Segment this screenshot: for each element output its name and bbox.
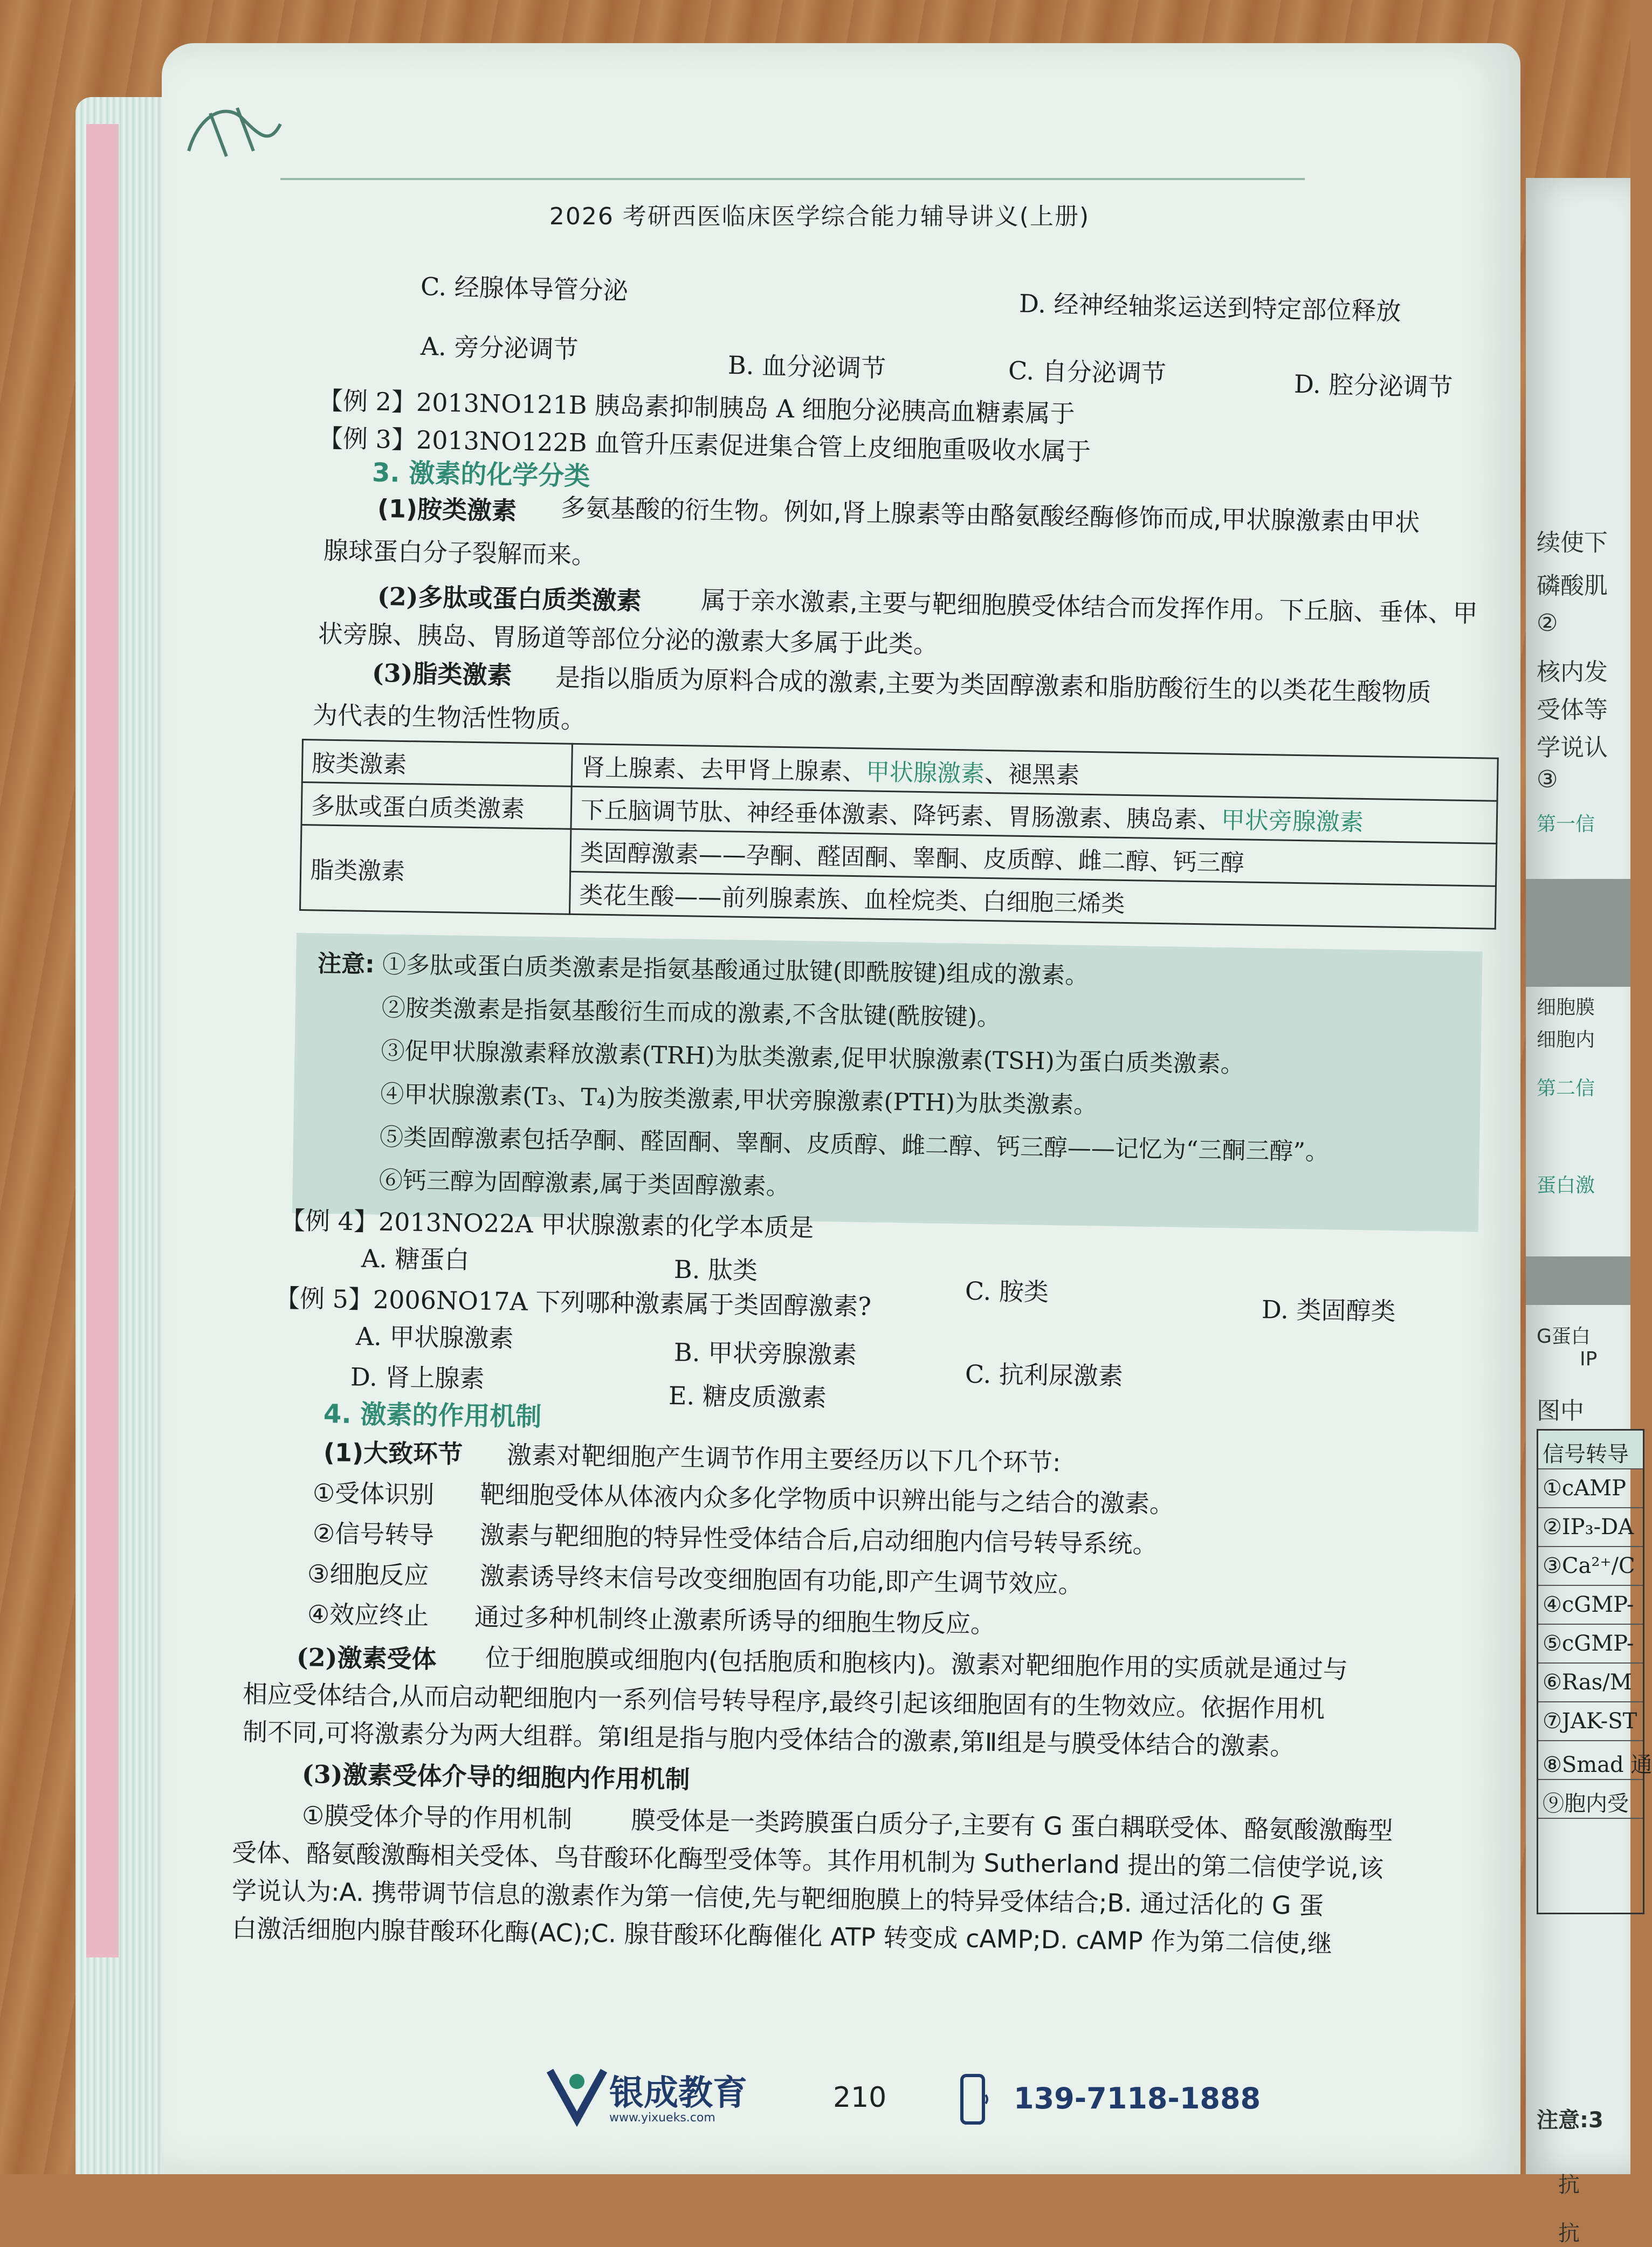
hormone-classification-table [299, 739, 1499, 930]
table-value-text: 肾上腺素、去甲肾上腺素、 [581, 754, 866, 786]
table-highlight-text: 甲状旁腺激素 [1221, 806, 1364, 836]
option-d-top: D. 经神经轴浆运送到特定部位释放 [1018, 288, 1401, 326]
lipid-text-1: 是指以脂质为原料合成的激素,主要为类固醇激素和脂肪酸衍生的以类花生酸物质 [555, 662, 1431, 707]
right-page-line: 受体等 [1537, 696, 1608, 724]
general-text: 激素对靶细胞产生调节作用主要经历以下几个环节: [506, 1440, 1061, 1478]
step-4-text: 通过多种机制终止激素所诱导的细胞生物反应。 [474, 1602, 996, 1639]
option-a: A. 旁分泌调节 [420, 331, 579, 365]
step-1-text: 靶细胞受体从体液内众多化学物质中识辨出能与之结合的激素。 [479, 1480, 1175, 1518]
right-page-line: 细胞膜 [1537, 997, 1595, 1019]
option-c-top: C. 经腺体导管分泌 [420, 271, 629, 306]
mediated-heading: (3)激素受体介导的细胞内作用机制 [301, 1759, 690, 1795]
membrane-heading: ①膜受体介导的作用机制 [301, 1801, 573, 1834]
step-4-heading: ④效应终止 [307, 1599, 429, 1631]
example-4-option: D. 类固醇类 [1261, 1295, 1396, 1326]
right-page-line: 磷酸肌 [1537, 572, 1608, 600]
step-2-text: 激素与靶细胞的特异性受体结合后,启动细胞内信号转导系统。 [479, 1520, 1158, 1559]
note-item: ①多肽或蛋白质类激素是指氨基酸通过肽键(即酰胺键)组成的激素。 [382, 951, 1089, 990]
right-page-line: 细胞内 [1537, 1029, 1595, 1051]
page-number: 210 [833, 2081, 887, 2114]
membrane-text-3: 学说认为:A. 携带调节信息的激素作为第一信使,先与靶细胞膜上的特异受体结合;B. 通过活化的 G 蛋 [231, 1875, 1324, 1921]
right-table-row: ⑤cGMP- [1538, 1625, 1643, 1664]
note-item: ④甲状腺激素(T₃、T₄)为胺类激素,甲状旁腺激素(PTH)为肽类激素。 [380, 1080, 1098, 1119]
right-page-line: IP [1580, 1348, 1598, 1370]
note-item: ②胺类激素是指氨基酸衍生而成的激素,不含肽键(酰胺键)。 [381, 994, 1001, 1032]
page-header-title: 2026 考研西医临床医学综合能力辅导讲义(上册) [549, 203, 1090, 230]
right-page-diagram [1526, 879, 1630, 987]
right-page-line: 图中 [1537, 1397, 1584, 1425]
option-d: D. 腔分泌调节 [1293, 369, 1454, 402]
example-4-option: B. 肽类 [673, 1254, 758, 1286]
note-item: ⑥钙三醇为固醇激素,属于类固醇激素。 [378, 1166, 790, 1201]
publisher-brand: 银成教育 [609, 2073, 747, 2113]
peptide-text-1: 属于亲水激素,主要与靶细胞膜受体结合而发挥作用。下丘脑、垂体、甲 [700, 585, 1478, 628]
step-2-heading: ②信号转导 [312, 1518, 435, 1550]
example-5-option: E. 糖皮质激素 [668, 1380, 827, 1413]
right-page-line: 蛋白激 [1537, 1174, 1595, 1197]
example-5-option: B. 甲状旁腺激素 [673, 1337, 857, 1370]
right-table-row: ⑧Smad 通 [1538, 1741, 1643, 1780]
note-item: ③促甲状腺激素释放激素(TRH)为肽类激素,促甲状腺激素(TSH)为蛋白质类激素。 [381, 1037, 1245, 1078]
right-table-row: ②IP₃-DA [1538, 1508, 1643, 1547]
note-item: ⑤类固醇激素包括孕酮、醛固酮、睾酮、皮质醇、雌二醇、钙三醇——记忆为“三酮三醇”。 [379, 1123, 1330, 1166]
book-spine-strip [86, 124, 119, 1957]
header-rule [280, 178, 1305, 180]
peptide-heading: (2)多肽或蛋白质类激素 [377, 581, 642, 616]
amine-text-2: 腺球蛋白分子裂解而来。 [323, 535, 597, 570]
right-page [1526, 178, 1652, 2246]
right-table-row: ④cGMP- [1538, 1586, 1643, 1625]
right-page-line: 续使下 [1537, 529, 1608, 556]
right-page-line: G蛋白 [1537, 1325, 1591, 1348]
publisher-logo-icon [545, 2065, 609, 2125]
example-4-option: C. 胺类 [965, 1276, 1049, 1307]
table-category-cell: 多肽或蛋白质类激素 [301, 782, 572, 829]
example-4: 【例 4】2013NO22A 甲状腺激素的化学本质是 [280, 1206, 814, 1242]
section-4-title: 4. 激素的作用机制 [323, 1399, 542, 1432]
right-table-row: ⑨胞内受 [1538, 1780, 1643, 1819]
example-5: 【例 5】2006NO17A 下列哪种激素属于类固醇激素? [274, 1283, 872, 1321]
option-b: B. 血分泌调节 [727, 350, 886, 383]
publisher-url: www.yixueks.com [609, 2111, 715, 2125]
amine-heading: (1)胺类激素 [377, 493, 517, 526]
step-1-heading: ①受体识别 [312, 1478, 435, 1509]
header-logo-icon [178, 92, 286, 173]
example-3: 【例 3】2013NO122B 血管升压素促进集合管上皮细胞重吸收水属于 [318, 423, 1091, 466]
membrane-text-2: 受体、酪氨酸激酶相关受体、鸟苷酸环化酶型受体等。其作用机制为 Sutherland 提出的第二信使学说,该 [231, 1838, 1384, 1883]
general-heading: (1)大致环节 [323, 1438, 463, 1469]
right-table-row: ①cAMP [1538, 1469, 1643, 1508]
example-2: 【例 2】2013NO121B 胰岛素抑制胰岛 A 细胞分泌胰高血糖素属于 [318, 386, 1075, 429]
membrane-text-4: 白激活细胞内腺苷酸环化酶(AC);C. 腺苷酸环化酶催化 ATP 转变成 cAMP;D. cAMP 作为第二信使,继 [231, 1913, 1333, 1959]
right-page-line: 抗 [1558, 2221, 1580, 2246]
example-5-option: D. 肾上腺素 [350, 1362, 485, 1393]
receptor-heading: (2)激素受体 [296, 1643, 437, 1674]
step-3-heading: ③细胞反应 [307, 1559, 429, 1590]
right-page-line: 核内发 [1537, 658, 1608, 686]
right-page-line: ③ [1537, 766, 1558, 793]
right-table-row: ③Ca²⁺/C [1538, 1547, 1643, 1586]
table-category-cell: 脂类激素 [300, 825, 571, 915]
receptor-text-3: 制不同,可将激素分为两大组群。第Ⅰ组是指与胞内受体结合的激素,第Ⅱ组是与膜受体结合的激素。 [242, 1717, 1295, 1761]
example-4-option: A. 糖蛋白 [361, 1243, 470, 1275]
example-5-option: C. 抗利尿激素 [965, 1359, 1124, 1391]
right-table-row: 信号转导 [1538, 1431, 1643, 1469]
right-page-line: 抗 [1558, 2173, 1580, 2197]
right-table-row: ⑥Ras/M [1538, 1664, 1643, 1702]
right-page-line: 第二信 [1537, 1077, 1595, 1100]
right-page-line: 注意:3 [1537, 2108, 1603, 2133]
right-page-line: ② [1537, 609, 1558, 637]
amine-text-1: 多氨基酸的衍生物。例如,肾上腺素等由酪氨酸经酶修饰而成,甲状腺激素由甲状 [560, 493, 1420, 537]
note-item-tail: ——记忆为“三酮三醇”。 [1067, 1134, 1330, 1166]
section-3-title: 3. 激素的化学分类 [371, 457, 590, 492]
lipid-heading: (3)脂类激素 [371, 658, 512, 690]
step-3-text: 激素诱导终末信号改变细胞固有功能,即产生调节效应。 [479, 1561, 1083, 1599]
lipid-text-2: 为代表的生物活性物质。 [312, 700, 586, 734]
table-value-cell: 类花生酸——前列腺素族、血栓烷类、白细胞三烯类 [569, 871, 1496, 929]
table-value-text: 、褪黑素 [984, 760, 1080, 789]
table-value-cell: 类固醇激素——孕酮、醛固酮、睾酮、皮质醇、雌二醇、钙三醇 [570, 829, 1497, 886]
table-highlight-text: 甲状腺激素 [865, 758, 985, 788]
right-table-row: ⑦JAK-ST [1538, 1702, 1643, 1741]
example-5-option: A. 甲状腺激素 [355, 1321, 514, 1353]
right-page-diagram [1526, 1256, 1630, 1305]
phone-icon [960, 2073, 990, 2125]
option-c: C. 自分泌调节 [1008, 355, 1167, 389]
note-label: 注意: [317, 950, 375, 979]
right-page-line: 第一信 [1537, 813, 1595, 835]
receptor-text-2: 相应受体结合,从而启动靶细胞内一系列信号转导程序,最终引起该细胞固有的生物效应。依据作用机 [242, 1679, 1325, 1724]
table-category-cell: 胺类激素 [302, 740, 572, 787]
right-page-table [1537, 1429, 1652, 1914]
table-value-text: 下丘脑调节肽、神经垂体激素、降钙素、胃肠激素、胰岛素、 [580, 796, 1222, 834]
membrane-text-1: 膜受体是一类跨膜蛋白质分子,主要有 G 蛋白耦联受体、酪氨酸激酶型 [630, 1805, 1393, 1845]
receptor-text-1: 位于细胞膜或细胞内(包括胞质和胞核内)。激素对靶细胞作用的实质就是通过与 [485, 1643, 1348, 1685]
peptide-text-2: 状旁腺、胰岛、胃肠道等部位分泌的激素大多属于此类。 [318, 619, 939, 659]
right-page-line: 学说认 [1537, 734, 1608, 761]
note-box [292, 933, 1483, 1232]
phone-number: 139-7118-1888 [1014, 2081, 1261, 2115]
